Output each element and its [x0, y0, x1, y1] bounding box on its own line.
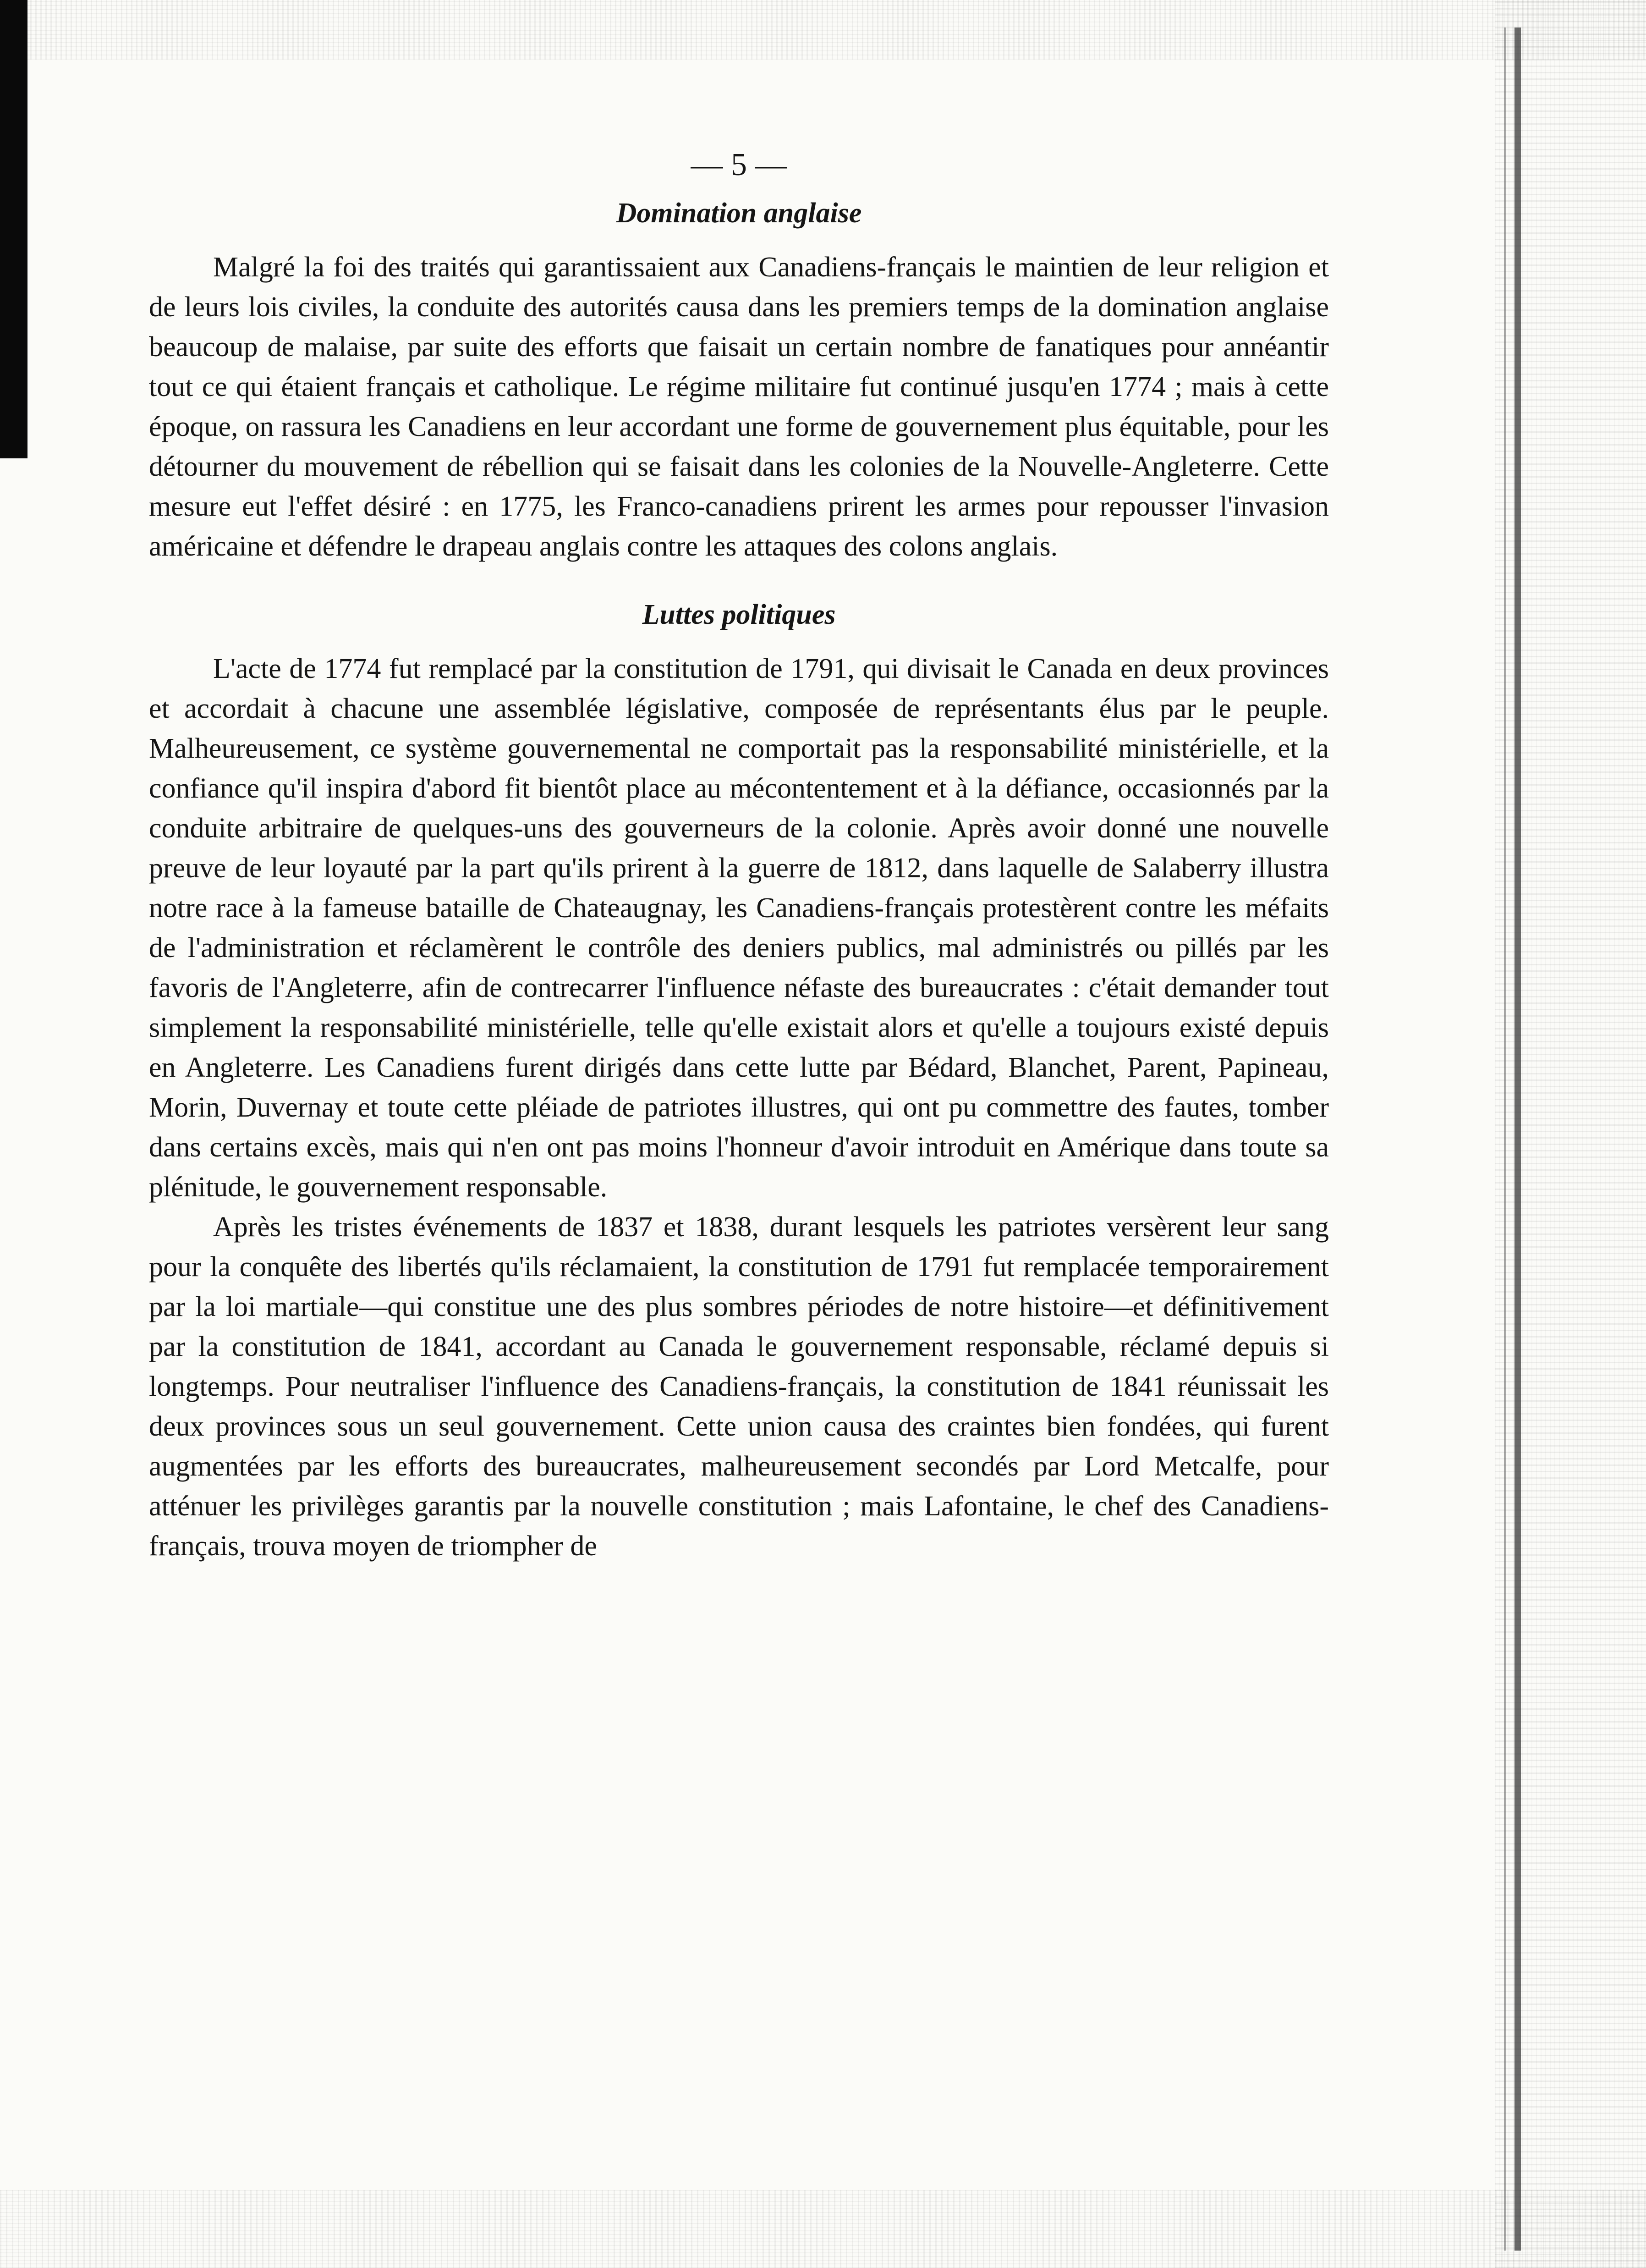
paragraph: L'acte de 1774 fut remplacé par la constitution de 1791, qui divisait le Canada en deux provinces et accordait à chacune une assemblée législative, composée de représentants élus par le peuple. Malheureusement, ce système gouvernemental ne comportait pas la responsabilité ministérielle, et la confiance qu'il inspira d'abord fit bientôt place au mécontentement et à la défiance, occasionnés par la conduite arbitraire de quelques-uns des gouverneurs de la colonie. Après avoir donné une nouvelle preuve de leur loyauté par la part qu'ils prirent à la guerre de 1812, dans laquelle de Salaberry illustra notre race à la fameuse bataille de Chateaugnay, les Canadiens-français protestèrent contre les méfaits de l'administration et réclamèrent le contrôle des deniers publics, mal administrés ou pillés par les favoris de l'Angleterre, afin de contrecarrer l'influence néfaste des bureaucrates : c'était demander tout simplement la responsabilité ministérielle, telle qu'elle existait alors et qu'elle a toujours existé depuis en Angleterre. Les Canadiens furent dirigés dans cette lutte par Bédard, Blanchet, Parent, Papineau, Morin, Duvernay et toute cette pléiade de patriotes illustres, qui ont pu commettre des fautes, tomber dans certains excès, mais qui n'en ont pas moins l'honneur d'avoir introduit en Amérique dans toute sa plénitude, le gouvernement responsable. — [149, 653, 1329, 1203]
section-title-luttes-politiques: Luttes politiques — [642, 599, 836, 630]
paragraph: Après les tristes événements de 1837 et 1838, durant lesquels les patriotes versèrent leur sang pour la conquête des libertés qu'ils réclamaient, la constitution de 1791 fut remplacée temporairement par la loi martiale—qui constitue une des plus sombres périodes de notre histoire—et définitivement par la constitution de 1841, accordant au Canada le gouvernement responsable, réclamé depuis si longtemps. Pour neutraliser l'influence des Canadiens-français, la constitution de 1841 réunissait les deux provinces sous un seul gouvernement. Cette union causa des craintes bien fondées, qui furent augmentées par les efforts des bureaucrates, malheureusement secondés par Lord Metcalfe, pour atténuer les privilèges garantis par la nouvelle constitution ; mais Lafontaine, le chef des Canadiens-français, trouva moyen de triompher de — [149, 1211, 1329, 1562]
section-title-domination-anglaise: Domination anglaise — [616, 198, 862, 229]
page-content — [149, 147, 1329, 1566]
scan-noise-bottom — [0, 2190, 1646, 2268]
page-number: — 5 — — [691, 147, 787, 182]
scan-edge-line-right — [1514, 28, 1521, 2251]
scan-edge-line-right-thin — [1504, 28, 1506, 2251]
scan-edge-bar-left — [0, 0, 27, 458]
scan-noise-top — [0, 0, 1646, 60]
paragraph: Malgré la foi des traités qui garantissaient aux Canadiens-français le maintien de leur religion et de leurs lois civiles, la conduite des autorités causa dans les premiers temps de la domination anglaise beaucoup de malaise, par suite des efforts que faisait un certain nombre de fanatiques pour annéantir tout ce qui étaient français et catholique. Le régime militaire fut continué jusqu'en 1774 ; mais à cette époque, on rassura les Canadiens en leur accordant une forme de gouvernement plus équitable, pour les détourner du mouvement de rébellion qui se faisait dans les colonies de la Nouvelle-Angleterre. Cette mesure eut l'effet désiré : en 1775, les Franco-canadiens prirent les armes pour repousser l'invasion américaine et défendre le drapeau anglais contre les attaques des colons anglais. — [149, 252, 1329, 562]
